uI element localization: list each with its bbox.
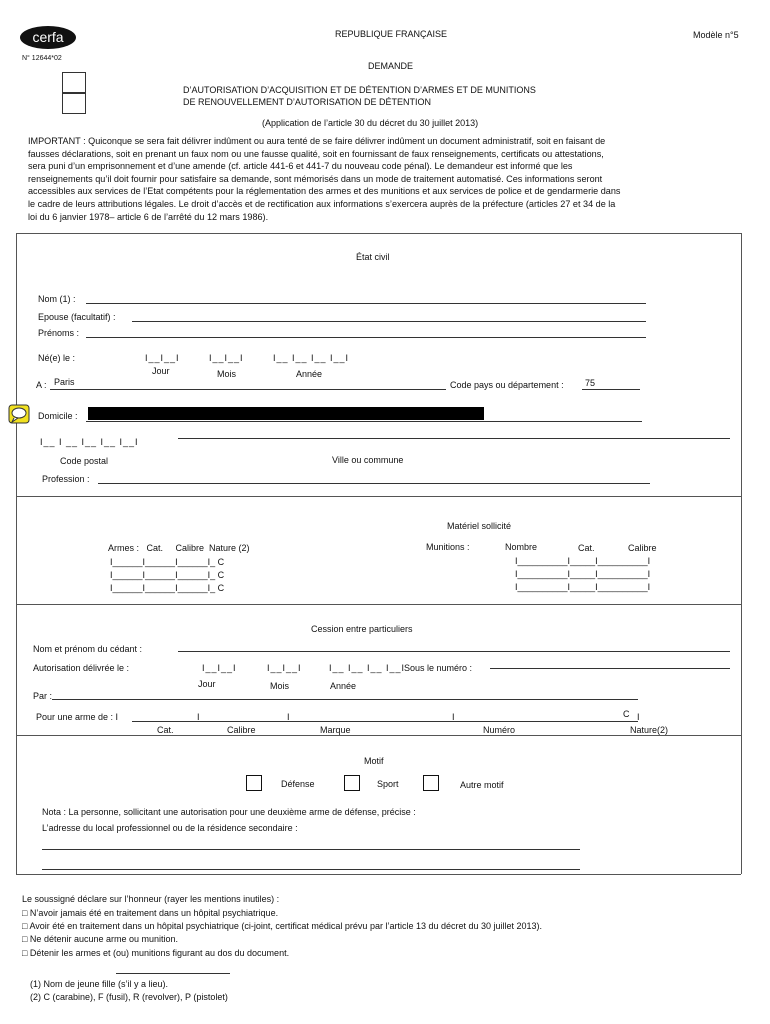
important-paragraph: IMPORTANT : Quiconque se sera fait délivrer indûment ou aura tenté de se faire délivrer indûment un document administratif, soit en faisant de fausses déclarations, soit en prenant un faux nom ou une fausse qualité, soit en fournissant de faux renseignements, certificats ou attestations, sera puni d’un emprisonnement et d’une amende (cf. article 441-6 et 441-7 du nouveau code pénal). Le demandeur est informé que les renseignements qu’il doit fournir pour satisfaire sa demande, sont mémorisés dans un mode de traitement automatisé. Ces informations seront accessibles aux services de l’Etat compétents pour la réglementation des armes et des munitions et aux services de police et de gendarmerie dans le cadre de leurs attributions légales. Le droit d’accès et de rectification aux informations s’exercera auprès de la préfecture (articles 27 et 34 de la loi du 6 janvier 1978– article 6 de l’arrêté du 12 mars 1986).	[28, 136, 621, 222]
application-note: (Application de l’article 30 du décret du 30 juillet 2013)	[262, 118, 479, 128]
nombre-label: Nombre	[505, 542, 538, 552]
materiel-title: Matériel sollicité	[447, 521, 512, 531]
autre-motif-checkbox[interactable]	[423, 775, 439, 791]
checkbox-renouvellement[interactable]	[62, 92, 86, 114]
prenoms-field[interactable]	[86, 337, 646, 338]
munition-row[interactable]: I__________I_____I__________I	[515, 569, 651, 579]
auth-mois-field[interactable]: I__I__I	[267, 663, 302, 673]
ville-label: Ville ou commune	[332, 455, 404, 465]
par-field[interactable]	[52, 699, 638, 700]
comment-icon[interactable]	[8, 404, 30, 424]
arme-row[interactable]: I______I______I______I_ C	[110, 570, 225, 580]
title-line-1: D’AUTORISATION D’ACQUISITION ET DE DÉTENTION D’ARMES ET DE MUNITIONS	[183, 85, 536, 95]
auth-annee-field[interactable]: I__ I__ I__ I__I	[329, 663, 406, 673]
nom-label: Nom (1) :	[38, 294, 76, 304]
auth-jour-label: Jour	[198, 679, 216, 689]
domicile-field[interactable]	[86, 421, 642, 422]
motif-title: Motif	[364, 756, 384, 766]
nom-field[interactable]	[86, 303, 646, 304]
pour-arme-label: Pour une arme de : I	[36, 712, 119, 722]
adresse-field-1[interactable]	[42, 849, 580, 850]
redacted-address	[88, 407, 484, 420]
code-postal-field[interactable]: I__ I __ I__ I__ I__I	[40, 437, 139, 447]
code-pays-label: Code pays ou département :	[450, 380, 564, 390]
mois-label: Mois	[217, 369, 237, 379]
model-number: Modèle n°5	[693, 30, 739, 40]
form-frame	[16, 233, 742, 874]
c-mark: C	[623, 709, 630, 719]
defense-checkbox[interactable]	[246, 775, 262, 791]
declaration-item[interactable]: □ Ne détenir aucune arme ou munition.	[22, 934, 179, 944]
autorisation-label: Autorisation délivrée le :	[33, 663, 130, 673]
domicile-label: Domicile :	[38, 411, 78, 421]
adresse-text: L’adresse du local professionnel ou de la résidence secondaire :	[42, 823, 298, 833]
lieu-naissance-value[interactable]: Paris	[54, 377, 75, 387]
auth-mois-label: Mois	[270, 681, 290, 691]
demande-label: DEMANDE	[368, 61, 414, 71]
autre-motif-label: Autre motif	[460, 780, 504, 790]
sous-numero-label: Sous le numéro :	[404, 663, 473, 673]
par-label: Par :	[33, 691, 53, 701]
jour-field[interactable]: I__I__I	[145, 353, 180, 363]
declaration-item[interactable]: □ Avoir été en traitement dans un hôpital psychiatrique (ci-joint, certificat médical prévu par l’article 13 du décret du 30 juillet 2013).	[22, 921, 543, 931]
nota-text: Nota : La personne, sollicitant une autorisation pour une deuxième arme de défense, précise :	[42, 807, 416, 817]
declaration-item[interactable]: □ N’avoir jamais été en traitement dans un hôpital psychiatrique.	[22, 908, 279, 918]
prenoms-label: Prénoms :	[38, 328, 80, 338]
cedant-label: Nom et prénom du cédant :	[33, 644, 143, 654]
armes-header: Armes : Cat. Calibre Nature (2)	[108, 543, 250, 553]
etat-civil-title: État civil	[356, 252, 390, 262]
footnote-separator	[116, 973, 230, 974]
declaration-item[interactable]: □ Détenir les armes et (ou) munitions figurant au dos du document.	[22, 948, 290, 958]
ne-le-label: Né(e) le :	[38, 353, 76, 363]
col-cat: Cat.	[157, 725, 174, 735]
arme-field[interactable]	[132, 721, 638, 722]
cerfa-logo: cerfa	[20, 26, 76, 49]
code-pays-value[interactable]: 75	[585, 378, 596, 388]
auth-jour-field[interactable]: I__I__I	[202, 663, 237, 673]
sport-label: Sport	[377, 779, 399, 789]
jour-label: Jour	[152, 366, 170, 376]
republic-label: REPUBLIQUE FRANÇAISE	[335, 29, 448, 39]
mois-field[interactable]: I__I__I	[209, 353, 244, 363]
col-numero: Numéro	[483, 725, 516, 735]
cession-title: Cession entre particuliers	[311, 624, 413, 634]
footnote-1: (1) Nom de jeune fille (s’il y a lieu).	[30, 979, 169, 989]
annee-field[interactable]: I__ I__ I__ I__I	[273, 353, 350, 363]
annee-label: Année	[296, 369, 323, 379]
epouse-label: Epouse (facultatif) :	[38, 312, 116, 322]
arme-row[interactable]: I______I______I______I_ C	[110, 557, 225, 567]
arme-row[interactable]: I______I______I______I_ C	[110, 583, 225, 593]
defense-label: Défense	[281, 779, 315, 789]
a-label: A :	[36, 380, 47, 390]
checkbox-acquisition[interactable]	[62, 72, 86, 94]
epouse-field[interactable]	[132, 321, 646, 322]
cedant-field[interactable]	[178, 651, 730, 652]
adresse-field-2[interactable]	[42, 869, 580, 870]
sport-checkbox[interactable]	[344, 775, 360, 791]
munition-row[interactable]: I__________I_____I__________I	[515, 582, 651, 592]
munitions-label: Munitions :	[426, 542, 470, 552]
cat-label: Cat.	[578, 543, 595, 553]
footnote-2: (2) C (carabine), F (fusil), R (revolver), P (pistolet)	[30, 992, 228, 1002]
calibre-label: Calibre	[628, 543, 657, 553]
title-line-2: DE RENOUVELLEMENT D’AUTORISATION DE DÉTENTION	[183, 97, 432, 107]
col-calibre: Calibre	[227, 725, 256, 735]
form-number: N° 12644*02	[22, 55, 62, 62]
col-nature: Nature(2)	[630, 725, 669, 735]
munition-row[interactable]: I__________I_____I__________I	[515, 556, 651, 566]
auth-annee-label: Année	[330, 681, 357, 691]
profession-label: Profession :	[42, 474, 90, 484]
col-marque: Marque	[320, 725, 351, 735]
numero-field[interactable]	[490, 668, 730, 669]
code-postal-label: Code postal	[60, 456, 109, 466]
profession-field[interactable]	[98, 483, 650, 484]
declaration-intro: Le soussigné déclare sur l’honneur (rayer les mentions inutiles) :	[22, 894, 280, 904]
